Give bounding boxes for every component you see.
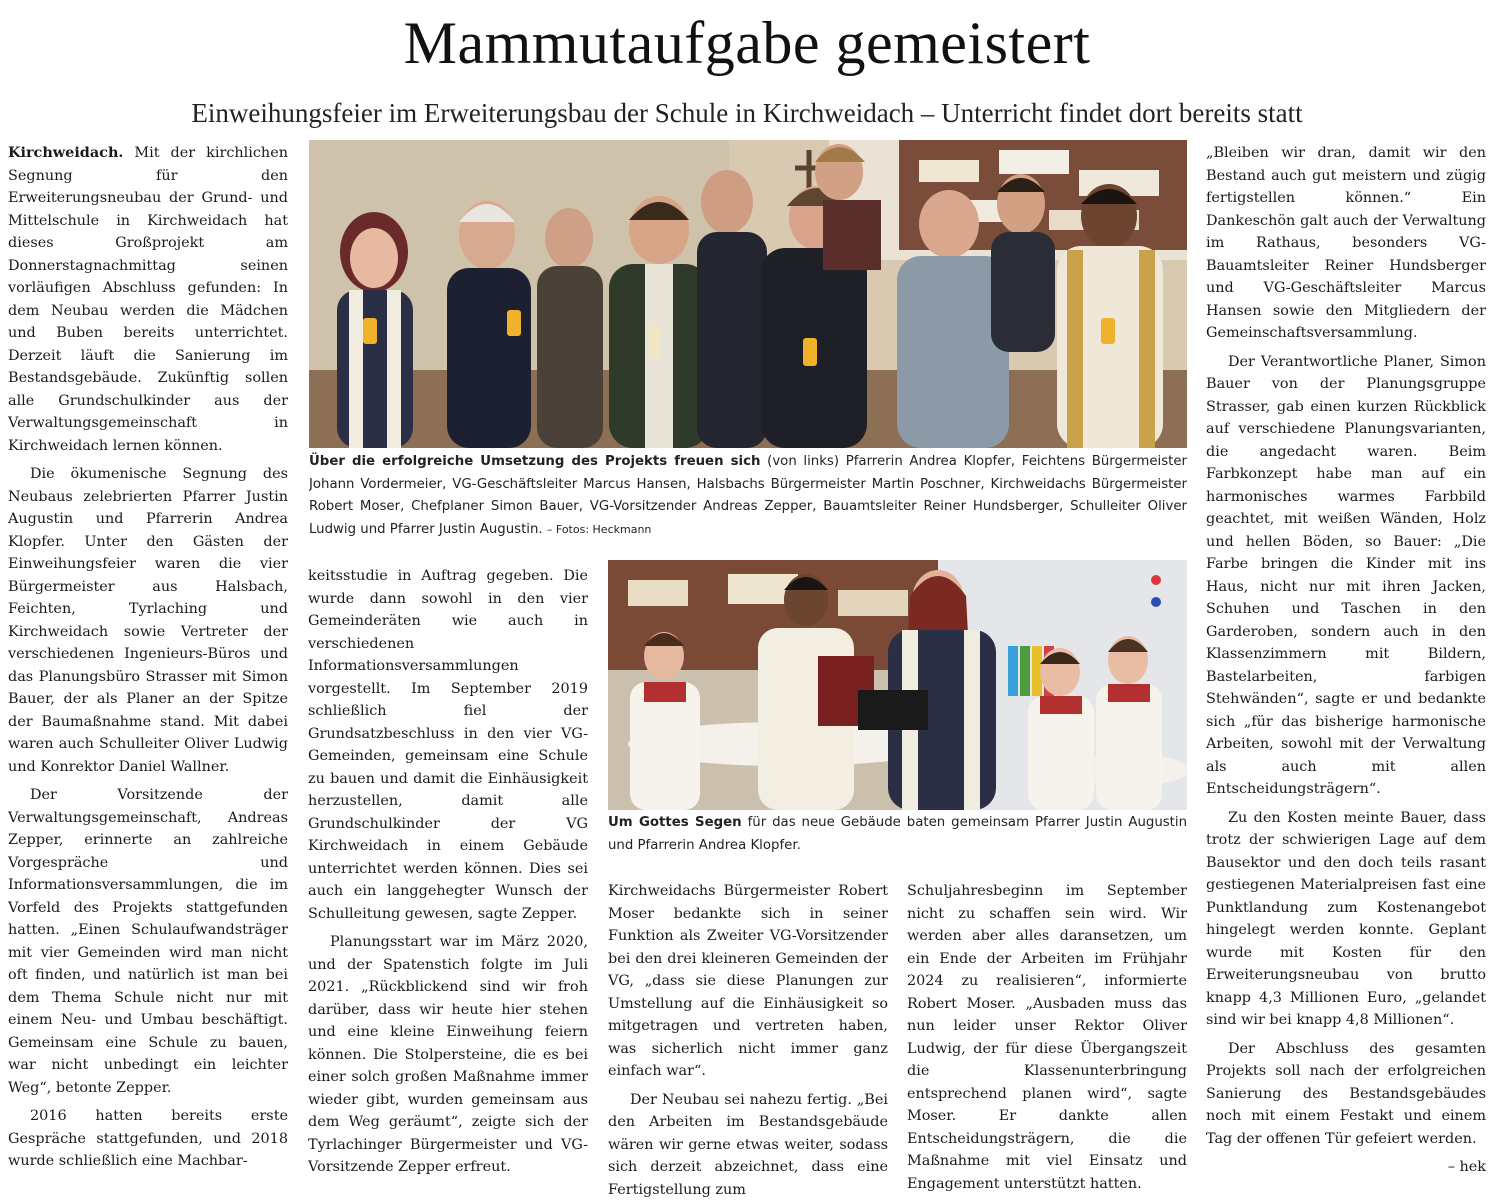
subheadline: Einweihungsfeier im Erweiterungsbau der Schule in Kirchweidach – Unterricht findet dort bereits statt — [191, 98, 1303, 128]
group-photo-caption — [309, 451, 1187, 545]
dateline: Kirchweidach. — [8, 144, 124, 161]
article-paragraph: Der Neubau sei nahezu fertig. „Bei den Arbeiten im Bestandsgebäude wären wir gerne etwas weiter, sodass sich derzeit abzeichnet, dass eine Fertigstellung zum — [608, 1091, 888, 1198]
article-column-1 — [8, 142, 288, 1200]
blessing-photo-caption — [608, 812, 1187, 860]
blessing-photo-image — [608, 560, 1187, 810]
article-column-5 — [1206, 142, 1486, 1200]
group-photo-image — [309, 140, 1187, 448]
article-paragraph: Die ökumenische Segnung des Neubaus zelebrierten Pfarrer Justin Augustin und Pfarrerin Andrea Klopfer. Unter den Gästen der Einweihungsfeier waren die vier Bürgermeister aus Halsbach, Feichten, Tyrlaching und Kirchweidach sowie Vertreter der verschiedenen Ingenieurs-Büros und das Planungsbüro Strasser mit Simon Bauer, der als Planer an der Spitze der Baumaßnahme stand. Mit dabei waren auch Schulleiter Oliver Ludwig und Konrektor Daniel Wallner. — [8, 466, 288, 775]
author-signature: – hek — [1447, 1159, 1486, 1175]
article-paragraph: Zu den Kosten meinte Bauer, dass trotz der schwierigen Lage auf dem Bausektor und den doch teils rasant gestiegenen Materialpreisen fast eine Punktlandung zum Kostenangebot hingelegt werden konnte. Geplant wurde mit Kosten für den Erweiterungsneubau von brutto knapp 4,3 Millionen Euro, „gelandet sind wir bei knapp 4,8 Millionen“. — [1206, 809, 1486, 1028]
article-paragraph: Kirchweidachs Bürgermeister Robert Moser bedankte sich in seiner Funktion als Zweiter VG-Vorsitzender bei den drei kleineren Gemeinden der VG, „dass sie diese Planungen zur Umstellung auf die Einhäusigkeit so mitgetragen und vertreten haben, was sicherlich nicht immer ganz einfach war“. — [608, 883, 888, 1079]
article-paragraph: 2016 hatten bereits erste Gespräche stattgefunden, und 2018 wurde schließlich eine Machbar- — [8, 1108, 288, 1169]
article-paragraph: Der Verantwortliche Planer, Simon Bauer von der Planungsgruppe Strasser, gab einen kurzen Rückblick auf verschiedene Planungsvarianten, die angedacht waren. Beim Farbkonzept habe man auf ein harmonisches warmes Farbbild geachtet, mit weißen Wänden, Holz und hellen Böden, so Bauer: „Die Farbe bringen die Kinder mit ins Haus, nicht nur mit ihren Jacken, Schuhen und Taschen in den Garderoben, sondern auch in den Klassenzimmern mit Bildern, Bastelarbeiten, farbigen Stehwänden“, sagte er und bedankte sich „für das bisherige harmonische Arbeiten, sowohl mit der Verwaltung als auch mit allen Entscheidungsträgern“. — [1206, 353, 1486, 797]
article-column-3 — [608, 880, 888, 1200]
blessing-photo — [608, 560, 1187, 810]
article-paragraph: Schuljahresbeginn im September nicht zu schaffen sein wird. Wir werden aber alles daransetzen, um ein Ende der Arbeiten im Frühjahr 2024 zu realisieren“, informierte Robert Moser. „Ausbaden muss das nun leider unser Rektor Oliver Ludwig, der für diese Übergangszeit die Klassenunterbringung entsprechend planen wird“, sagte Moser. Er dankte allen Entscheidungsträgern, die die Maßnahme mit viel Einsatz und Engagement unterstützt hatten. — [907, 883, 1187, 1192]
article-column-4 — [907, 880, 1187, 1200]
caption-lead: Um Gottes Segen — [608, 815, 742, 830]
article-paragraph: „Bleiben wir dran, damit wir den Bestand auch gut meistern und zügig fertigstellen können.“ Ein Dankeschön galt auch der Verwaltung im Rathaus, besonders VG-Bauamtsleiter Reiner Hundsberger und VG-Geschäftsleiter Marcus Hansen sowie den Mitgliedern der Gemeinschaftsversammlung. — [1206, 145, 1486, 341]
caption-text: für das neue Gebäude baten gemeinsam Pfarrer Justin Augustin und Pfarrerin Andrea Klopfer. — [608, 815, 1187, 853]
caption-lead: Über die erfolgreiche Umsetzung des Projekts freuen sich — [309, 454, 761, 469]
caption-text: (von links) Pfarrerin Andrea Klopfer, Feichtens Bürgermeister Johann Vordermeier, VG-Geschäftsleiter Marcus Hansen, Halsbachs Bürgermeister Martin Poschner, Kirchweidachs Bürgermeister Robert Moser, Chefplaner Simon Bauer, VG-Vorsitzender Andreas Zepper, Bauamtsleiter Reiner Hundsberger, Schulleiter Oliver Ludwig und Pfarrer Justin Augustin. — [309, 454, 1187, 537]
article-paragraph: Der Abschluss des gesamten Projekts soll nach der erfolgreichen Sanierung des Bestandsgebäudes noch mit einem Festakt und einem Tag der offenen Tür gefeiert werden. — [1206, 1040, 1486, 1147]
article-paragraph: Kirchweidach. Mit der kirchlichen Segnung für den Erweiterungsneubau der Grund- und Mittelschule in Kirchweidach hat dieses Großprojekt am Donnerstagnachmittag seinen vorläufigen Abschluss gefunden: In dem Neubau werden die Mädchen und Buben bereits unterrichtet. Derzeit läuft die Sanierung im Bestandsgebäude. Zukünftig sollen alle Grundschulkinder aus der Verwaltungsgemeinschaft in Kirchweidach lernen können. — [8, 144, 288, 454]
article-column-2 — [308, 565, 588, 1200]
headline: Mammutaufgabe gemeistert — [403, 10, 1091, 76]
article-paragraph: keitsstudie in Auftrag gegeben. Die wurde dann sowohl in den vier Gemeinderäten wie auch in verschiedenen Informationsversammlungen vorgestellt. Im September 2019 schließlich fiel der Grundsatzbeschluss in den vier VG-Gemeinden, gemeinsam eine Schule zu bauen und damit die Einhäusigkeit herzustellen, damit alle Grundschulkinder der VG Kirchweidach in einem Gebäude unterrichtet werden können. Dies sei auch ein langgehegter Wunsch der Schulleitung gewesen, sagte Zepper. — [308, 568, 588, 922]
group-photo — [309, 140, 1187, 448]
article-paragraph: Planungsstart war im März 2020, und der Spatenstich folgte im Juli 2021. „Rückblickend sind wir froh darüber, dass wir heute hier stehen und eine kleine Einweihung feiern können. Die Stolpersteine, die es bei einer solch großen Maßnahme immer wieder gibt, wurden gemeinsam aus dem Weg geräumt“, zeigte sich der Tyrlachinger Bürgermeister und VG-Vorsitzende Zepper erfreut. — [308, 934, 588, 1175]
photo-credit: – Fotos: Heckmann — [546, 522, 652, 536]
article-paragraph: Der Vorsitzende der Verwaltungsgemeinschaft, Andreas Zepper, erinnerte an zahlreiche Vorgespräche und Informationsversammlungen, die im Vorfeld des Projekts stattgefunden hatten. „Einen Schulaufwandsträger mit vier Gemeinden wird man nicht oft finden, und natürlich ist man bei dem Thema Schule nicht nur mit einem Neu- und Umbau beschäftigt. Gemeinsam eine Schule zu bauen, war nicht unbedingt ein leichter Weg“, betonte Zepper. — [8, 787, 288, 1096]
